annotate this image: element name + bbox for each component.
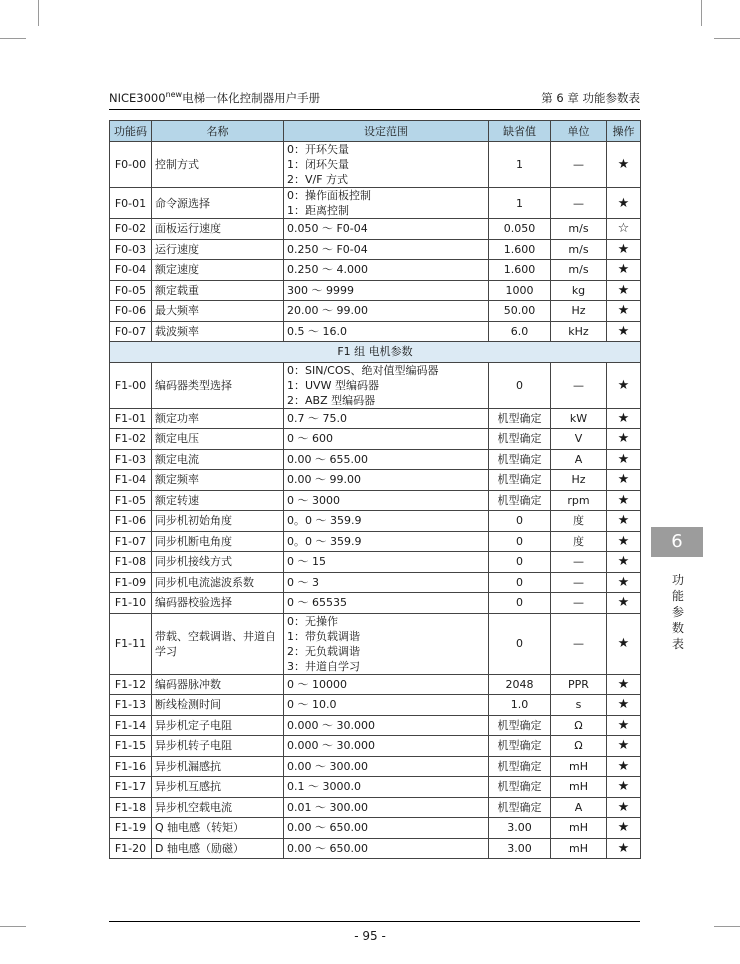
range-line: 0：无操作: [287, 614, 338, 628]
range-line: 0 ～ 15: [287, 555, 326, 569]
name-cell: 额定速度: [152, 260, 284, 281]
manual-title: [109, 90, 320, 106]
function-code-cell: F1-17: [110, 777, 152, 798]
setting-range-cell: [284, 777, 489, 798]
table-row: [110, 301, 641, 322]
crop-mark: [0, 926, 26, 927]
range-line: 0.01 ～ 300.00: [287, 800, 368, 814]
parameter-table: [109, 120, 641, 859]
crop-mark: [701, 0, 702, 26]
table-row: [110, 490, 641, 511]
setting-range-cell: [284, 470, 489, 491]
default-value-cell: 0: [489, 552, 551, 573]
name-cell: 编码器脉冲数: [152, 674, 284, 695]
default-value-cell: 1000: [489, 280, 551, 301]
unit-cell: —: [551, 552, 607, 573]
chapter-title: 第 6 章 功能参数表: [541, 91, 640, 105]
range-line: 0.00 ～ 650.00: [287, 841, 368, 855]
default-value-cell: 2048: [489, 674, 551, 695]
name-cell: 控制方式: [152, 142, 284, 188]
range-line: 0.00 ～ 300.00: [287, 759, 368, 773]
unit-cell: A: [551, 449, 607, 470]
table-row: [110, 777, 641, 798]
default-value-cell: 0: [489, 362, 551, 408]
table-row: [110, 429, 641, 450]
unit-cell: mH: [551, 756, 607, 777]
range-line: 0 ～ 10000: [287, 677, 347, 691]
table-row: [110, 321, 641, 342]
crop-mark: [714, 926, 740, 927]
operation-star-icon: ★: [607, 511, 641, 532]
setting-range-cell: [284, 736, 489, 757]
name-cell: 额定功率: [152, 408, 284, 429]
table-row: [110, 572, 641, 593]
setting-range-cell: [284, 613, 489, 674]
table-row: [110, 142, 641, 188]
operation-star-icon: ★: [607, 552, 641, 573]
operation-star-icon: ★: [607, 593, 641, 614]
range-line: 0.00 ～ 650.00: [287, 821, 368, 835]
setting-range-cell: [284, 301, 489, 322]
default-value-cell: 0.050: [489, 219, 551, 240]
name-cell: 断线检测时间: [152, 695, 284, 716]
name-cell: 同步机初始角度: [152, 511, 284, 532]
function-code-cell: F1-08: [110, 552, 152, 573]
operation-star-icon: ★: [607, 490, 641, 511]
range-line: 0.00 ～ 99.00: [287, 473, 361, 487]
unit-cell: kHz: [551, 321, 607, 342]
function-code-cell: F1-20: [110, 838, 152, 859]
operation-star-icon: ★: [607, 429, 641, 450]
unit-cell: Hz: [551, 470, 607, 491]
range-line: 0 ～ 10.0: [287, 698, 337, 712]
name-cell: 编码器类型选择: [152, 362, 284, 408]
unit-cell: —: [551, 593, 607, 614]
name-cell: 命令源选择: [152, 188, 284, 219]
default-value-cell: 机型确定: [489, 490, 551, 511]
name-cell: 异步机定子电阻: [152, 715, 284, 736]
operation-star-icon: ★: [607, 470, 641, 491]
operation-star-icon: ★: [607, 531, 641, 552]
range-line: 2：V/F 方式: [287, 173, 349, 186]
range-line: 0.000 ～ 30.000: [287, 739, 375, 753]
range-line: 0.250 ～ 4.000: [287, 263, 368, 277]
table-row: [110, 531, 641, 552]
column-header: 操作: [607, 121, 641, 142]
table-row: [110, 756, 641, 777]
operation-star-icon: ★: [607, 797, 641, 818]
default-value-cell: 机型确定: [489, 777, 551, 798]
setting-range-cell: [284, 511, 489, 532]
setting-range-cell: [284, 531, 489, 552]
function-code-cell: F1-15: [110, 736, 152, 757]
table-row: [110, 219, 641, 240]
table-row: [110, 715, 641, 736]
function-code-cell: F1-11: [110, 613, 152, 674]
function-code-cell: F1-03: [110, 449, 152, 470]
footer-rule: [109, 921, 640, 922]
range-line: 0。0 ～ 359.9: [287, 534, 362, 548]
unit-cell: mH: [551, 838, 607, 859]
table-row: [110, 818, 641, 839]
name-cell: 同步机断电角度: [152, 531, 284, 552]
name-cell: 异步机互感抗: [152, 777, 284, 798]
default-value-cell: 50.00: [489, 301, 551, 322]
operation-star-icon: ★: [607, 449, 641, 470]
function-code-cell: F1-14: [110, 715, 152, 736]
name-cell: 异步机漏感抗: [152, 756, 284, 777]
name-cell: 异步机空载电流: [152, 797, 284, 818]
operation-star-icon: ★: [607, 280, 641, 301]
default-value-cell: 1.600: [489, 260, 551, 281]
table-row: [110, 188, 641, 219]
operation-star-icon: ★: [607, 818, 641, 839]
unit-cell: mH: [551, 777, 607, 798]
name-cell: 额定电压: [152, 429, 284, 450]
function-code-cell: F0-06: [110, 301, 152, 322]
setting-range-cell: [284, 818, 489, 839]
range-line: 0。0 ～ 359.9: [287, 514, 362, 528]
column-header: 功能码: [110, 121, 152, 142]
function-code-cell: F0-04: [110, 260, 152, 281]
setting-range-cell: [284, 280, 489, 301]
model-superscript: new: [165, 90, 183, 100]
operation-star-icon: ★: [607, 408, 641, 429]
default-value-cell: 0: [489, 531, 551, 552]
default-value-cell: 3.00: [489, 818, 551, 839]
setting-range-cell: [284, 593, 489, 614]
table-row: [110, 593, 641, 614]
default-value-cell: 1.600: [489, 239, 551, 260]
name-cell: 带载、空载调谐、井道自学习: [152, 613, 284, 674]
column-header: 单位: [551, 121, 607, 142]
default-value-cell: 1: [489, 188, 551, 219]
name-cell: 异步机转子电阻: [152, 736, 284, 757]
function-code-cell: F1-06: [110, 511, 152, 532]
setting-range-cell: [284, 552, 489, 573]
default-value-cell: 6.0: [489, 321, 551, 342]
table-header-row: [110, 121, 641, 142]
range-line: 2：无负载调谐: [287, 644, 360, 658]
setting-range-cell: [284, 188, 489, 219]
default-value-cell: 机型确定: [489, 736, 551, 757]
name-cell: 同步机电流滤波系数: [152, 572, 284, 593]
operation-star-icon: ★: [607, 695, 641, 716]
range-line: 3：井道自学习: [287, 659, 360, 673]
unit-cell: 度: [551, 511, 607, 532]
default-value-cell: 3.00: [489, 838, 551, 859]
range-line: 0.250 ～ F0-04: [287, 242, 368, 256]
table-row: [110, 239, 641, 260]
function-code-cell: F1-05: [110, 490, 152, 511]
table-row: [110, 470, 641, 491]
table-row: [110, 736, 641, 757]
range-line: 2：ABZ 型编码器: [287, 393, 376, 407]
operation-star-icon: ★: [607, 777, 641, 798]
setting-range-cell: [284, 239, 489, 260]
range-line: 0.000 ～ 30.000: [287, 718, 375, 732]
setting-range-cell: [284, 756, 489, 777]
unit-cell: m/s: [551, 219, 607, 240]
function-code-cell: F1-00: [110, 362, 152, 408]
table-row: [110, 797, 641, 818]
column-header: 缺省值: [489, 121, 551, 142]
operation-star-icon: ★: [607, 321, 641, 342]
setting-range-cell: [284, 490, 489, 511]
default-value-cell: 机型确定: [489, 449, 551, 470]
table-row: [110, 552, 641, 573]
function-code-cell: F0-03: [110, 239, 152, 260]
default-value-cell: 1: [489, 142, 551, 188]
column-header: 设定范围: [284, 121, 489, 142]
operation-star-icon: ★: [607, 362, 641, 408]
name-cell: 额定电流: [152, 449, 284, 470]
default-value-cell: 机型确定: [489, 797, 551, 818]
page-number: - 95 -: [354, 929, 386, 943]
range-line: 1：闭环矢量: [287, 158, 349, 171]
unit-cell: —: [551, 142, 607, 188]
setting-range-cell: [284, 408, 489, 429]
operation-star-icon: ☆: [607, 219, 641, 240]
unit-cell: —: [551, 613, 607, 674]
unit-cell: A: [551, 797, 607, 818]
manual-title-text: 电梯一体化控制器用户手册: [182, 91, 321, 105]
table-row: [110, 838, 641, 859]
unit-cell: rpm: [551, 490, 607, 511]
operation-star-icon: ★: [607, 142, 641, 188]
range-line: 300 ～ 9999: [287, 283, 354, 297]
setting-range-cell: [284, 362, 489, 408]
table-row: [110, 260, 641, 281]
operation-star-icon: ★: [607, 674, 641, 695]
range-line: 0.7 ～ 75.0: [287, 411, 347, 425]
function-code-cell: F1-19: [110, 818, 152, 839]
setting-range-cell: [284, 142, 489, 188]
default-value-cell: 机型确定: [489, 429, 551, 450]
name-cell: 最大频率: [152, 301, 284, 322]
range-line: 0.00 ～ 655.00: [287, 452, 368, 466]
range-line: 0：SIN/COS、绝对值型编码器: [287, 363, 439, 377]
range-line: 0 ～ 3: [287, 575, 319, 589]
crop-mark: [0, 38, 26, 39]
setting-range-cell: [284, 219, 489, 240]
function-code-cell: F1-04: [110, 470, 152, 491]
default-value-cell: 机型确定: [489, 756, 551, 777]
model-name: NICE3000: [109, 91, 166, 105]
unit-cell: m/s: [551, 239, 607, 260]
header-rule: [109, 109, 640, 110]
unit-cell: —: [551, 188, 607, 219]
name-cell: 编码器校验选择: [152, 593, 284, 614]
function-code-cell: F1-02: [110, 429, 152, 450]
operation-star-icon: ★: [607, 188, 641, 219]
name-cell: 同步机接线方式: [152, 552, 284, 573]
unit-cell: kg: [551, 280, 607, 301]
function-code-cell: F1-16: [110, 756, 152, 777]
operation-star-icon: ★: [607, 260, 641, 281]
chapter-tab: 6: [651, 527, 703, 557]
unit-cell: PPR: [551, 674, 607, 695]
range-line: 0.5 ～ 16.0: [287, 324, 347, 338]
setting-range-cell: [284, 449, 489, 470]
range-line: 0 ～ 65535: [287, 596, 347, 610]
operation-star-icon: ★: [607, 613, 641, 674]
unit-cell: 度: [551, 531, 607, 552]
setting-range-cell: [284, 695, 489, 716]
table-row: [110, 511, 641, 532]
column-header: 名称: [152, 121, 284, 142]
range-line: 0：操作面板控制: [287, 189, 371, 202]
setting-range-cell: [284, 321, 489, 342]
name-cell: D 轴电感（励磁）: [152, 838, 284, 859]
function-code-cell: F0-02: [110, 219, 152, 240]
setting-range-cell: [284, 429, 489, 450]
crop-mark: [38, 0, 39, 26]
range-line: 0：开环矢量: [287, 143, 349, 156]
table-row: [110, 449, 641, 470]
unit-cell: m/s: [551, 260, 607, 281]
operation-star-icon: ★: [607, 301, 641, 322]
function-code-cell: F1-01: [110, 408, 152, 429]
name-cell: 额定转速: [152, 490, 284, 511]
operation-star-icon: ★: [607, 715, 641, 736]
function-code-cell: F1-13: [110, 695, 152, 716]
table-row: [110, 695, 641, 716]
default-value-cell: 机型确定: [489, 715, 551, 736]
group-header-row: [110, 342, 641, 363]
setting-range-cell: [284, 674, 489, 695]
table-row: [110, 408, 641, 429]
unit-cell: Ω: [551, 736, 607, 757]
setting-range-cell: [284, 838, 489, 859]
setting-range-cell: [284, 260, 489, 281]
function-code-cell: F0-05: [110, 280, 152, 301]
function-code-cell: F1-07: [110, 531, 152, 552]
unit-cell: kW: [551, 408, 607, 429]
default-value-cell: 机型确定: [489, 408, 551, 429]
unit-cell: mH: [551, 818, 607, 839]
setting-range-cell: [284, 797, 489, 818]
range-line: 20.00 ～ 99.00: [287, 304, 368, 318]
range-line: 1：UVW 型编码器: [287, 378, 379, 392]
unit-cell: s: [551, 695, 607, 716]
operation-star-icon: ★: [607, 572, 641, 593]
name-cell: 面板运行速度: [152, 219, 284, 240]
operation-star-icon: ★: [607, 838, 641, 859]
table-row: [110, 280, 641, 301]
default-value-cell: 0: [489, 572, 551, 593]
operation-star-icon: ★: [607, 736, 641, 757]
setting-range-cell: [284, 572, 489, 593]
name-cell: 运行速度: [152, 239, 284, 260]
operation-star-icon: ★: [607, 756, 641, 777]
unit-cell: V: [551, 429, 607, 450]
name-cell: Q 轴电感（转矩）: [152, 818, 284, 839]
range-line: 0 ～ 600: [287, 432, 333, 446]
function-code-cell: F0-01: [110, 188, 152, 219]
unit-cell: —: [551, 572, 607, 593]
table-row: [110, 613, 641, 674]
unit-cell: Ω: [551, 715, 607, 736]
range-line: 0.1 ～ 3000.0: [287, 780, 361, 794]
group-title: F1 组 电机参数: [110, 342, 641, 363]
table-row: [110, 362, 641, 408]
function-code-cell: F1-18: [110, 797, 152, 818]
default-value-cell: 机型确定: [489, 470, 551, 491]
function-code-cell: F1-09: [110, 572, 152, 593]
default-value-cell: 0: [489, 511, 551, 532]
table-row: [110, 674, 641, 695]
default-value-cell: 0: [489, 593, 551, 614]
unit-cell: —: [551, 362, 607, 408]
range-line: 1：距离控制: [287, 204, 349, 217]
function-code-cell: F1-12: [110, 674, 152, 695]
default-value-cell: 0: [489, 613, 551, 674]
default-value-cell: 1.0: [489, 695, 551, 716]
page-header: [109, 88, 640, 108]
name-cell: 额定载重: [152, 280, 284, 301]
range-line: 0.050 ～ F0-04: [287, 222, 368, 236]
setting-range-cell: [284, 715, 489, 736]
chapter-side-label: 功能参数表: [671, 573, 684, 651]
range-line: 0 ～ 3000: [287, 493, 340, 507]
function-code-cell: F0-07: [110, 321, 152, 342]
function-code-cell: F1-10: [110, 593, 152, 614]
crop-mark: [714, 38, 740, 39]
name-cell: 额定频率: [152, 470, 284, 491]
operation-star-icon: ★: [607, 239, 641, 260]
range-line: 1：带负载调谐: [287, 629, 360, 643]
table-body: [110, 142, 641, 859]
function-code-cell: F0-00: [110, 142, 152, 188]
unit-cell: Hz: [551, 301, 607, 322]
name-cell: 载波频率: [152, 321, 284, 342]
